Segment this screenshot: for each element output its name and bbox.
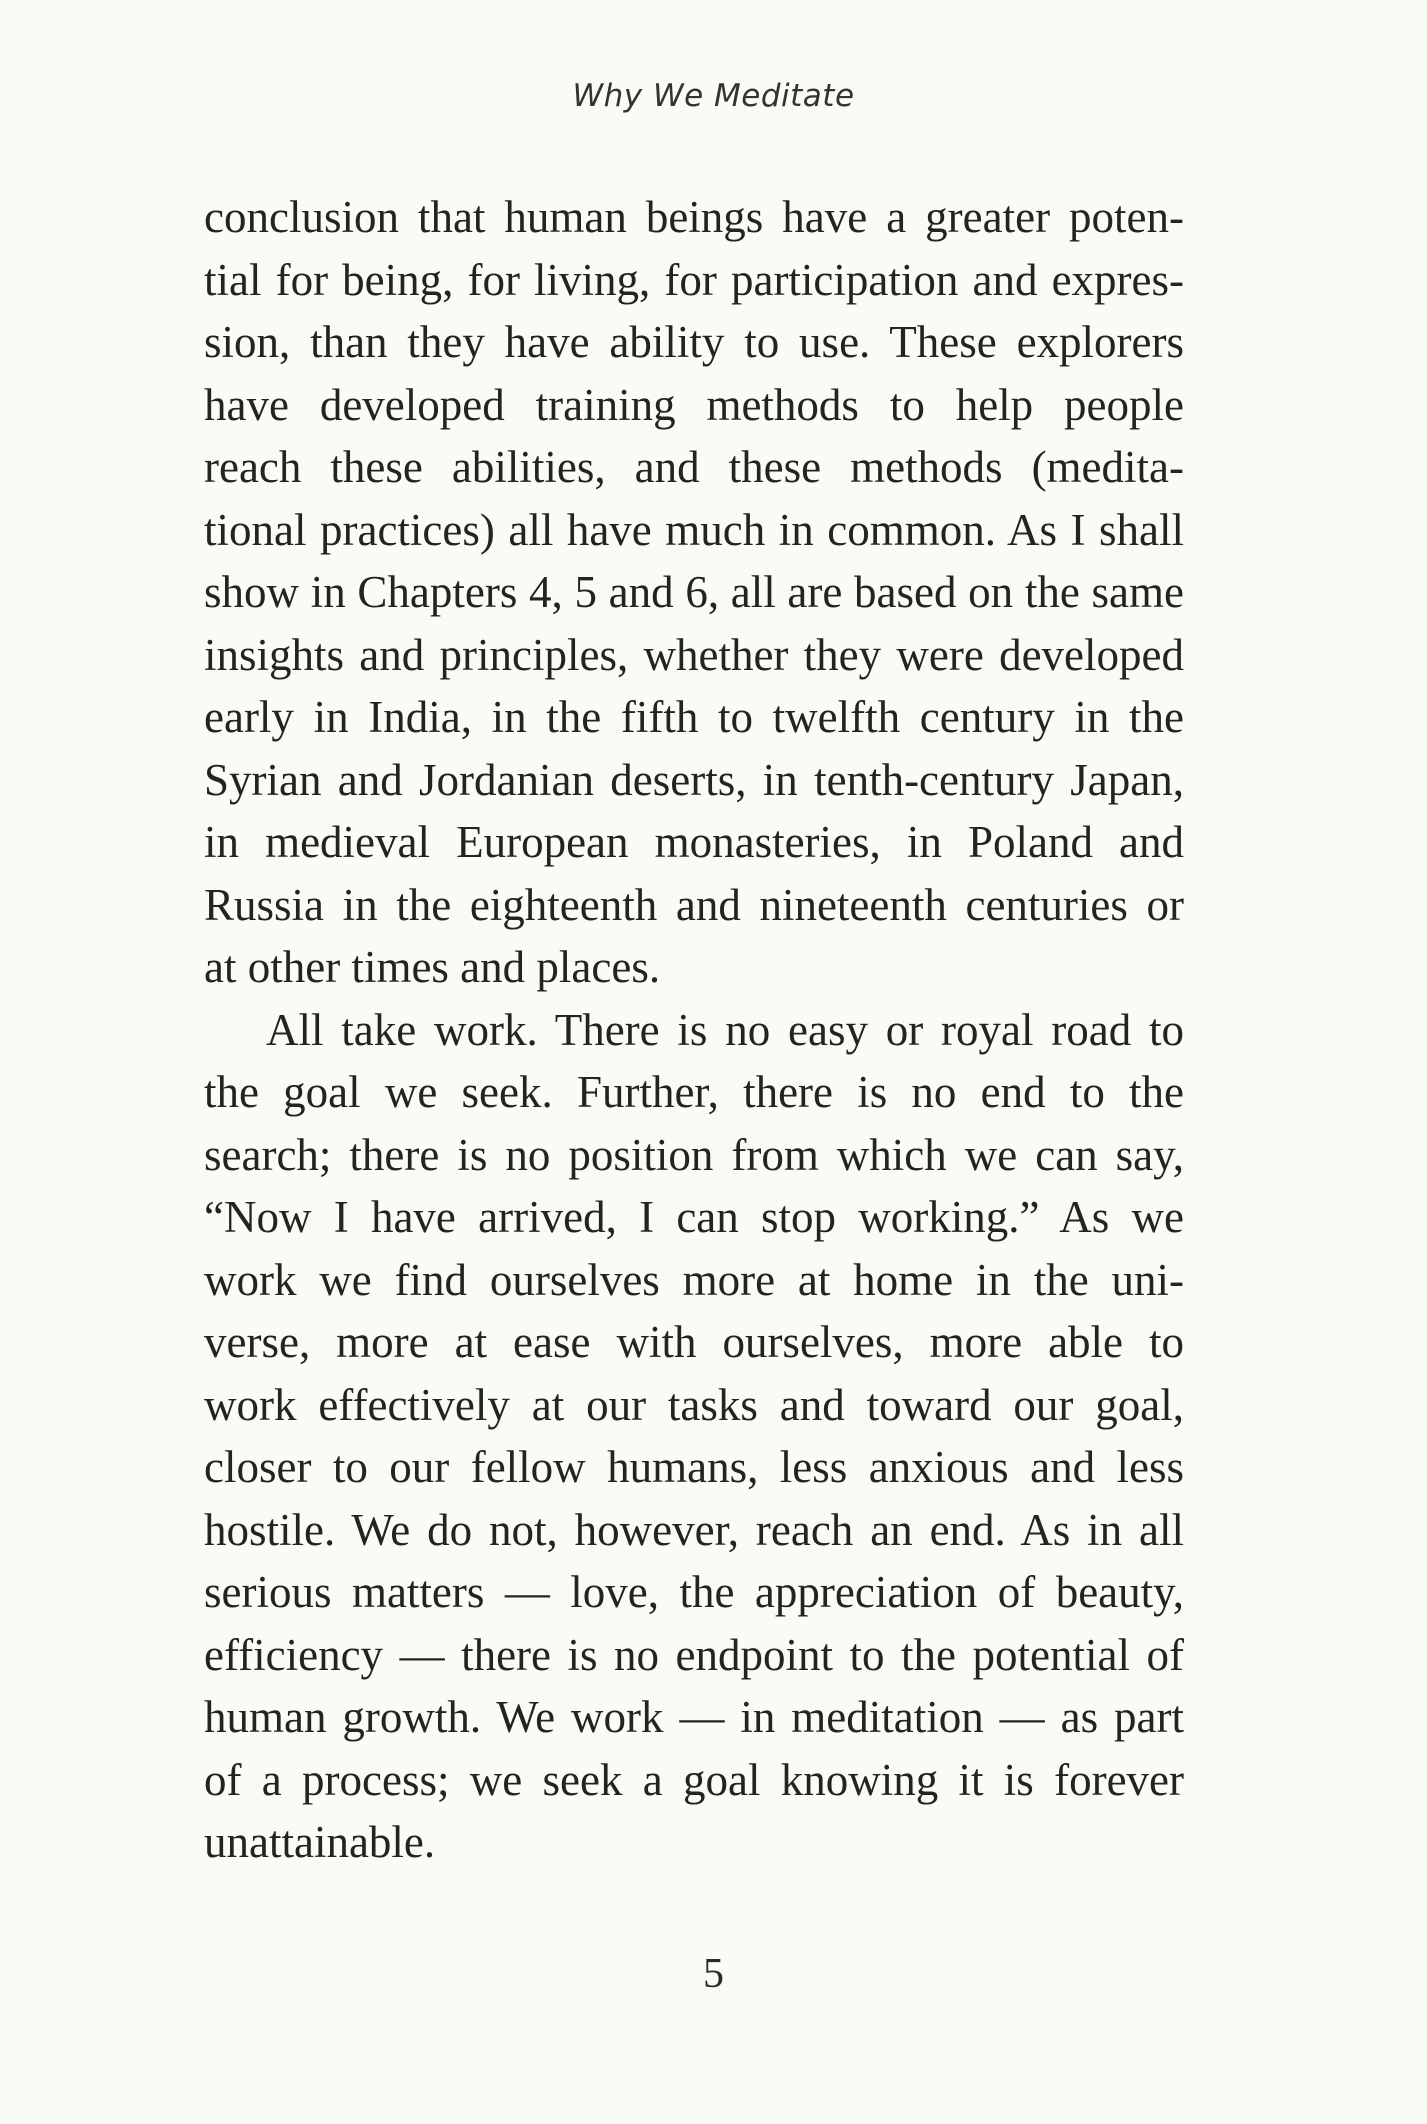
text-line: unattainable.: [204, 1817, 436, 1867]
paragraph: [204, 186, 1184, 999]
text-line: All take work. There is no easy or royal road to: [266, 1004, 1184, 1055]
text-line: conclusion that human beings have a greater poten-: [204, 192, 1184, 242]
text-line: search; there is no position from which we can say,: [204, 1129, 1184, 1180]
text-line: sion, than they have ability to use. These explorers: [204, 317, 1184, 367]
text-line: verse, more at ease with ourselves, more able to: [204, 1317, 1184, 1367]
text-line: human growth. We work — in meditation — as part: [204, 1692, 1184, 1742]
text-line: work we find ourselves more at home in the uni-: [204, 1254, 1184, 1305]
text-line: of a process; we seek a goal knowing it is forever: [204, 1754, 1184, 1805]
text-line: show in Chapters 4, 5 and 6, all are based on the same: [204, 567, 1184, 617]
paragraph: [204, 999, 1184, 1874]
text-line: tional practices) all have much in common. As I shall: [204, 504, 1184, 555]
body-text: [204, 186, 1184, 1874]
text-line: insights and principles, whether they were developed: [204, 629, 1184, 680]
text-line: early in India, in the fifth to twelfth century in the: [204, 692, 1184, 742]
text-line: the goal we seek. Further, there is no end to the: [204, 1067, 1184, 1117]
text-line: Russia in the eighteenth and nineteenth centuries or: [204, 879, 1184, 930]
page-number: 5: [703, 1951, 724, 1997]
text-line: reach these abilities, and these methods (medita-: [204, 442, 1184, 492]
text-line: hostile. We do not, however, reach an end. As in all: [204, 1504, 1184, 1555]
text-line: serious matters — love, the appreciation of beauty,: [204, 1567, 1184, 1617]
text-line: tial for being, for living, for participation and expres-: [204, 254, 1184, 305]
text-line: closer to our fellow humans, less anxious and less: [204, 1442, 1184, 1492]
text-line: have developed training methods to help people: [204, 379, 1184, 430]
text-line: “Now I have arrived, I can stop working.” As we: [204, 1192, 1184, 1242]
text-line: work effectively at our tasks and toward our goal,: [204, 1379, 1184, 1430]
text-line: efficiency — there is no endpoint to the potential of: [204, 1629, 1184, 1680]
text-line: at other times and places.: [204, 942, 661, 992]
running-head: Why We Meditate: [572, 78, 855, 114]
text-line: in medieval European monasteries, in Poland and: [204, 817, 1184, 867]
text-line: Syrian and Jordanian deserts, in tenth-century Japan,: [204, 754, 1184, 805]
